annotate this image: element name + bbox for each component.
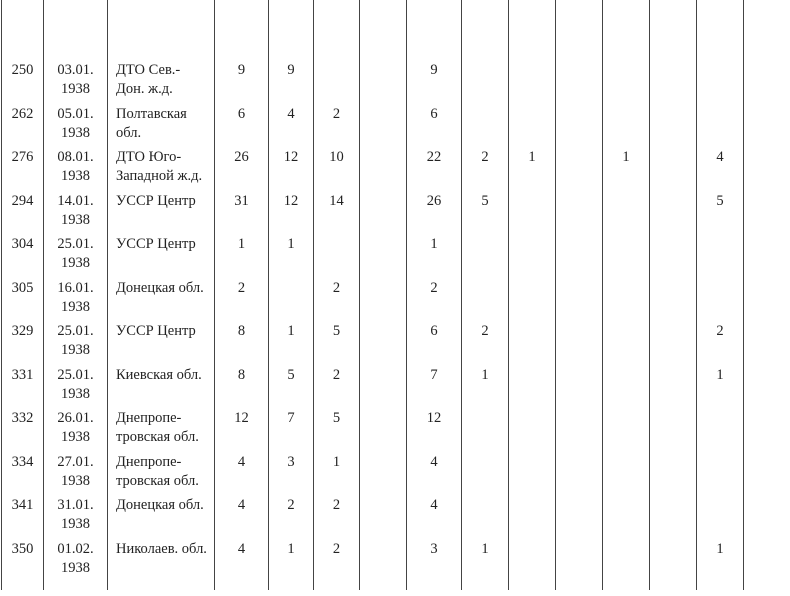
count-cell — [603, 58, 650, 102]
org-line: тровская обл. — [116, 429, 199, 445]
table-row — [2, 189, 790, 233]
count-cell: 4 — [407, 450, 462, 494]
org-line: Киевская обл. — [116, 366, 202, 383]
case-number: 305 — [2, 276, 44, 320]
date-cell — [44, 145, 108, 189]
count-cell: 1 — [314, 450, 360, 494]
count-cell — [360, 145, 407, 189]
date-line: 14.01. — [57, 192, 94, 209]
table-row — [2, 450, 790, 494]
org-line: Западной ж.д. — [116, 168, 203, 184]
case-number: 332 — [2, 406, 44, 450]
date-year: 1938 — [61, 429, 90, 445]
date-cell — [44, 276, 108, 320]
org-line: Днепропе- — [116, 410, 182, 426]
count-cell: 2 — [697, 319, 744, 363]
case-number: 294 — [2, 189, 44, 233]
count-cell — [744, 493, 790, 537]
count-cell — [650, 102, 697, 146]
date-cell — [44, 189, 108, 233]
count-cell — [650, 58, 697, 102]
count-cell — [556, 189, 603, 233]
count-cell — [509, 102, 556, 146]
count-cell: 2 — [407, 276, 462, 320]
count-cell: 12 — [269, 189, 314, 233]
count-cell — [360, 319, 407, 363]
count-cell — [360, 363, 407, 407]
count-cell: 2 — [314, 102, 360, 146]
count-cell — [314, 58, 360, 102]
count-cell — [603, 102, 650, 146]
organization-cell — [108, 189, 215, 233]
count-cell — [603, 363, 650, 407]
date-line: 31.01. — [57, 497, 94, 513]
count-cell — [269, 276, 314, 320]
count-cell — [697, 406, 744, 450]
org-line: УССР Центр — [116, 192, 196, 209]
date-line: 25.01. — [57, 366, 94, 383]
count-cell: 4 — [697, 145, 744, 189]
count-cell: 12 — [215, 406, 269, 450]
count-cell — [697, 102, 744, 146]
date-cell — [44, 363, 108, 407]
count-cell: 9 — [269, 58, 314, 102]
count-cell — [650, 363, 697, 407]
organization-cell — [108, 276, 215, 320]
count-cell — [603, 493, 650, 537]
count-cell: 1 — [462, 537, 509, 581]
count-cell: 1 — [697, 363, 744, 407]
count-cell: 6 — [215, 102, 269, 146]
count-cell — [556, 493, 603, 537]
org-line: ДТО Юго- — [116, 149, 182, 165]
count-cell — [650, 537, 697, 581]
count-cell — [360, 58, 407, 102]
count-cell: 5 — [269, 363, 314, 407]
count-cell — [509, 363, 556, 407]
date-year: 1938 — [61, 255, 90, 271]
count-cell — [360, 102, 407, 146]
date-line: 03.01. — [57, 62, 94, 78]
count-cell: 1 — [407, 232, 462, 276]
case-number: 350 — [2, 537, 44, 581]
date-cell — [44, 450, 108, 494]
org-line: обл. — [116, 124, 142, 141]
count-cell — [360, 493, 407, 537]
case-number: 250 — [2, 58, 44, 102]
count-cell — [462, 232, 509, 276]
count-cell — [360, 406, 407, 450]
organization-cell — [108, 319, 215, 363]
count-cell: 1 — [462, 363, 509, 407]
count-cell: 26 — [215, 145, 269, 189]
table-row — [2, 537, 790, 581]
count-cell: 1 — [269, 232, 314, 276]
count-cell: 1 — [269, 537, 314, 581]
count-cell — [744, 450, 790, 494]
count-cell: 5 — [314, 406, 360, 450]
count-cell: 2 — [215, 276, 269, 320]
count-cell — [744, 232, 790, 276]
count-cell — [462, 406, 509, 450]
count-cell — [462, 102, 509, 146]
org-line: тровская обл. — [116, 472, 199, 489]
date-cell — [44, 537, 108, 581]
count-cell — [650, 406, 697, 450]
date-year: 1938 — [61, 559, 90, 576]
org-line: УССР Центр — [116, 323, 196, 339]
date-line: 08.01. — [57, 149, 94, 165]
count-cell: 10 — [314, 145, 360, 189]
count-cell: 9 — [215, 58, 269, 102]
count-cell: 2 — [314, 493, 360, 537]
count-cell: 2 — [314, 276, 360, 320]
count-cell: 1 — [603, 145, 650, 189]
count-cell — [697, 58, 744, 102]
count-cell: 4 — [215, 493, 269, 537]
count-cell — [509, 189, 556, 233]
count-cell: 2 — [314, 537, 360, 581]
count-cell: 4 — [215, 537, 269, 581]
count-cell — [462, 450, 509, 494]
count-cell — [603, 450, 650, 494]
date-year: 1938 — [61, 298, 90, 315]
count-cell: 4 — [269, 102, 314, 146]
count-cell — [697, 493, 744, 537]
count-cell — [462, 58, 509, 102]
count-cell — [556, 145, 603, 189]
count-cell — [697, 276, 744, 320]
count-cell — [509, 276, 556, 320]
org-line: Днепропе- — [116, 453, 182, 470]
count-cell: 4 — [407, 493, 462, 537]
count-cell: 1 — [697, 537, 744, 581]
organization-cell — [108, 58, 215, 102]
org-line: УССР Центр — [116, 236, 196, 252]
count-cell — [556, 276, 603, 320]
count-cell: 8 — [215, 363, 269, 407]
count-cell: 2 — [269, 493, 314, 537]
organization-cell — [108, 102, 215, 146]
count-cell — [360, 189, 407, 233]
case-number: 331 — [2, 363, 44, 407]
count-cell — [462, 276, 509, 320]
table-row — [2, 406, 790, 450]
date-line: 27.01. — [57, 453, 94, 470]
count-cell: 7 — [269, 406, 314, 450]
date-year: 1938 — [61, 168, 90, 184]
organization-cell — [108, 363, 215, 407]
count-cell: 2 — [462, 145, 509, 189]
date-cell — [44, 319, 108, 363]
count-cell: 6 — [407, 102, 462, 146]
count-cell — [603, 189, 650, 233]
date-line: 16.01. — [57, 279, 94, 296]
date-line: 25.01. — [57, 323, 94, 339]
count-cell: 22 — [407, 145, 462, 189]
count-cell — [360, 232, 407, 276]
count-cell: 2 — [462, 319, 509, 363]
case-number: 304 — [2, 232, 44, 276]
count-cell — [556, 232, 603, 276]
count-cell — [603, 319, 650, 363]
count-cell — [697, 450, 744, 494]
count-cell — [650, 319, 697, 363]
date-line: 05.01. — [57, 105, 94, 122]
organization-cell — [108, 406, 215, 450]
count-cell — [509, 232, 556, 276]
date-line: 01.02. — [57, 540, 94, 557]
count-cell: 5 — [697, 189, 744, 233]
count-cell: 4 — [215, 450, 269, 494]
count-cell — [556, 450, 603, 494]
table-row — [2, 276, 790, 320]
count-cell — [556, 406, 603, 450]
count-cell — [603, 537, 650, 581]
count-cell — [603, 232, 650, 276]
date-year: 1938 — [61, 342, 90, 358]
date-year: 1938 — [61, 81, 90, 97]
count-cell: 9 — [407, 58, 462, 102]
date-cell — [44, 102, 108, 146]
count-cell: 8 — [215, 319, 269, 363]
count-cell — [360, 276, 407, 320]
count-cell — [360, 450, 407, 494]
count-cell — [650, 450, 697, 494]
table-row — [2, 319, 790, 363]
count-cell — [556, 319, 603, 363]
org-line: Донецкая обл. — [116, 279, 204, 296]
org-line: ДТО Сев.- — [116, 62, 181, 78]
count-cell — [650, 189, 697, 233]
count-cell — [509, 319, 556, 363]
case-number: 341 — [2, 493, 44, 537]
count-cell — [509, 450, 556, 494]
case-number: 329 — [2, 319, 44, 363]
count-cell: 14 — [314, 189, 360, 233]
count-cell — [744, 363, 790, 407]
count-cell: 1 — [215, 232, 269, 276]
count-cell — [650, 145, 697, 189]
date-year: 1938 — [61, 124, 90, 141]
count-cell: 7 — [407, 363, 462, 407]
date-line: 26.01. — [57, 410, 94, 426]
count-cell: 5 — [314, 319, 360, 363]
count-cell — [650, 276, 697, 320]
table-row — [2, 58, 790, 102]
count-cell — [744, 189, 790, 233]
organization-cell — [108, 232, 215, 276]
table-row — [2, 232, 790, 276]
header-row-blank — [2, 0, 790, 58]
count-cell: 12 — [407, 406, 462, 450]
count-cell: 3 — [269, 450, 314, 494]
table-row — [2, 493, 790, 537]
date-year: 1938 — [61, 385, 90, 402]
count-cell: 2 — [314, 363, 360, 407]
organization-cell — [108, 145, 215, 189]
date-cell — [44, 58, 108, 102]
date-cell — [44, 406, 108, 450]
count-cell — [314, 232, 360, 276]
date-year: 1938 — [61, 516, 90, 532]
table-row — [2, 363, 790, 407]
table-row — [2, 145, 790, 189]
date-cell — [44, 493, 108, 537]
case-number: 334 — [2, 450, 44, 494]
count-cell — [603, 406, 650, 450]
organization-cell — [108, 450, 215, 494]
count-cell — [556, 102, 603, 146]
count-cell — [360, 537, 407, 581]
count-cell — [509, 493, 556, 537]
org-line: Дон. ж.д. — [116, 81, 173, 97]
count-cell — [744, 102, 790, 146]
count-cell: 1 — [509, 145, 556, 189]
count-cell — [744, 58, 790, 102]
count-cell: 1 — [269, 319, 314, 363]
organization-cell — [108, 493, 215, 537]
case-number: 276 — [2, 145, 44, 189]
count-cell — [462, 493, 509, 537]
count-cell — [744, 537, 790, 581]
count-cell — [509, 406, 556, 450]
count-cell — [603, 276, 650, 320]
date-line: 25.01. — [57, 236, 94, 252]
count-cell: 31 — [215, 189, 269, 233]
count-cell — [556, 58, 603, 102]
table-tail — [2, 580, 790, 590]
count-cell: 12 — [269, 145, 314, 189]
count-cell — [556, 363, 603, 407]
count-cell — [509, 58, 556, 102]
data-table — [1, 0, 790, 590]
count-cell: 5 — [462, 189, 509, 233]
count-cell: 6 — [407, 319, 462, 363]
date-year: 1938 — [61, 472, 90, 489]
count-cell — [556, 537, 603, 581]
count-cell — [650, 493, 697, 537]
org-line: Донецкая обл. — [116, 497, 204, 513]
org-line: Полтавская — [116, 105, 187, 122]
count-cell — [697, 232, 744, 276]
count-cell — [650, 232, 697, 276]
count-cell — [744, 276, 790, 320]
organization-cell — [108, 537, 215, 581]
date-year: 1938 — [61, 211, 90, 228]
case-number: 262 — [2, 102, 44, 146]
count-cell — [744, 319, 790, 363]
count-cell: 3 — [407, 537, 462, 581]
count-cell — [744, 145, 790, 189]
count-cell — [744, 406, 790, 450]
org-line: Николаев. обл. — [116, 540, 207, 557]
date-cell — [44, 232, 108, 276]
count-cell: 26 — [407, 189, 462, 233]
table-row — [2, 102, 790, 146]
count-cell — [509, 537, 556, 581]
